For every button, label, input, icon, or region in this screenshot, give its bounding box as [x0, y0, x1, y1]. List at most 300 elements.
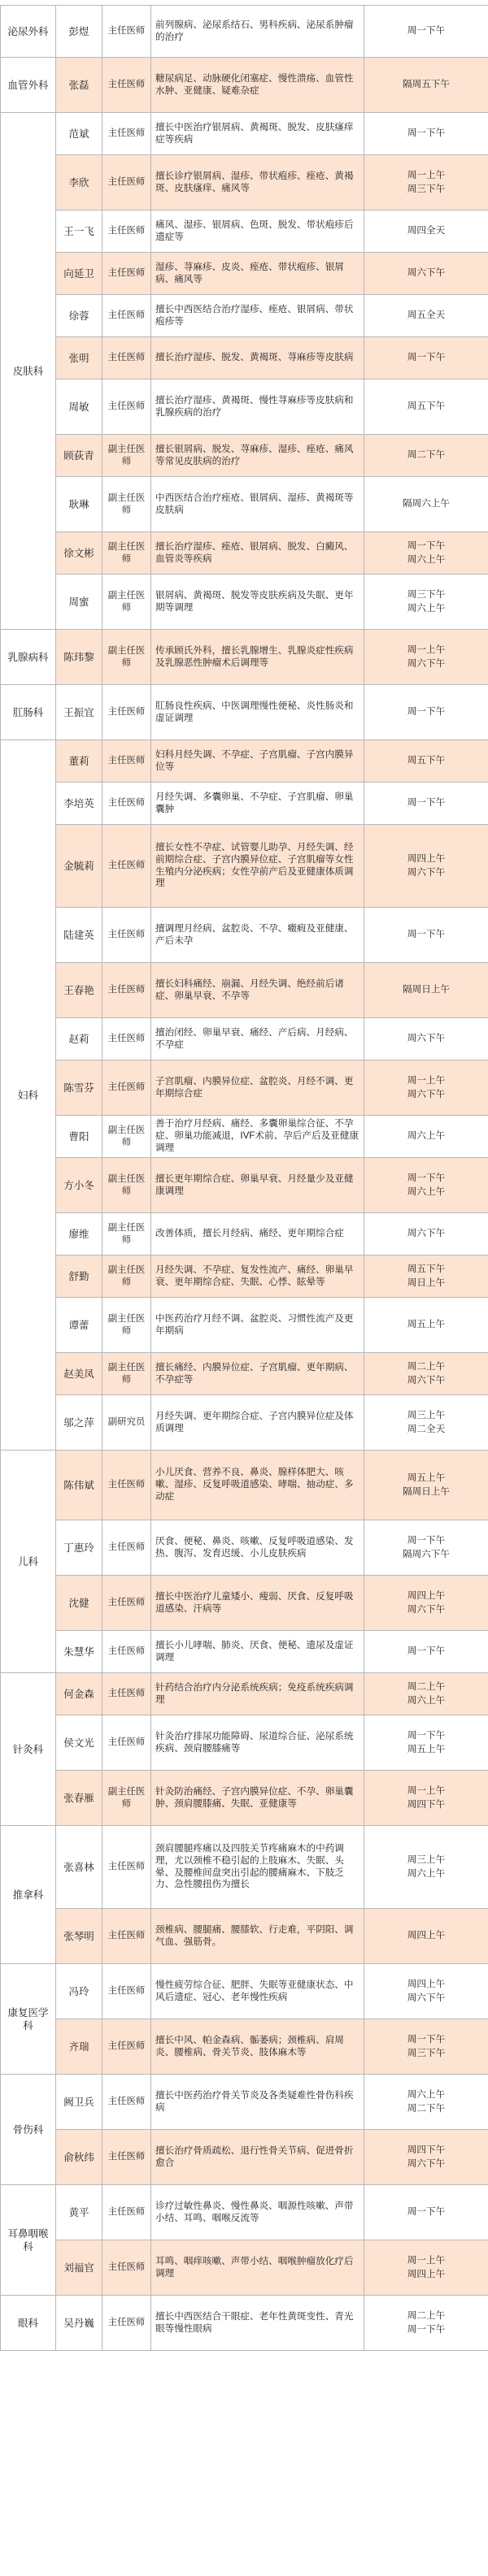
doctor-title: 主任医师 [102, 1909, 151, 1964]
doctor-specialty: 传承顾氏外科，擅长乳腺增生、乳腺炎症性疾病及乳腺恶性肿瘤术后调理等 [151, 630, 364, 685]
doctor-name: 徐蓉 [56, 295, 102, 337]
doctor-name: 张琴明 [56, 1909, 102, 1964]
clinic-hours-cell [364, 6, 488, 58]
doctor-name: 张磊 [56, 58, 102, 113]
clinic-hours-cell [364, 630, 488, 685]
clinic-hours: 周五下午 [407, 755, 446, 766]
clinic-hours: 周一上午 [407, 1074, 446, 1086]
table-row [1, 575, 488, 630]
doctor-specialty: 擅调理月经病、盆腔炎、不孕、癥瘕及亚健康、产后未孕 [151, 908, 364, 963]
clinic-hours: 周六下午 [407, 866, 446, 878]
department-cell: 血管外科 [1, 58, 56, 113]
clinic-hours: 周六下午 [407, 1992, 446, 2003]
doctor-title: 主任医师 [102, 1715, 151, 1771]
doctor-title: 主任医师 [102, 908, 151, 963]
clinic-hours: 周一下午 [407, 929, 446, 940]
doctor-name: 陈雪芬 [56, 1060, 102, 1116]
doctor-title: 主任医师 [102, 1631, 151, 1673]
clinic-hours-cell [364, 1116, 488, 1158]
doctor-specialty: 慢性疲劳综合征、肥胖、失眠等亚健康状态、中风后遗症、冠心、老年慢性疾病 [151, 1964, 364, 2019]
department-cell: 乳腺病科 [1, 630, 56, 685]
doctor-name: 方小冬 [56, 1158, 102, 1213]
doctor-name: 赵美凤 [56, 1353, 102, 1395]
doctor-specialty: 擅长中医治疗银屑病、黄褐斑、脱发、皮肤瘙痒症等疾病 [151, 113, 364, 155]
clinic-hours-cell [364, 2019, 488, 2075]
clinic-hours: 周六上午 [407, 1867, 446, 1879]
clinic-hours: 隔周日上午 [403, 984, 450, 995]
doctor-name: 冯玲 [56, 1964, 102, 2019]
table-row [1, 1213, 488, 1255]
clinic-hours-cell [364, 1964, 488, 2019]
clinic-hours-cell [364, 1673, 488, 1715]
doctor-title: 副主任医师 [102, 435, 151, 477]
doctor-specialty: 月经失调、多囊卵巢、不孕症、子宫肌瘤、卵巢囊肿 [151, 783, 364, 825]
doctor-name: 阙卫兵 [56, 2075, 102, 2130]
clinic-hours-cell [364, 1826, 488, 1909]
doctor-specialty: 擅长中医治疗儿童矮小、瘦弱、厌食、反复呼吸道感染、汗病等 [151, 1576, 364, 1631]
clinic-hours-cell [364, 2130, 488, 2185]
clinic-hours-cell [364, 825, 488, 908]
doctor-title: 主任医师 [102, 1018, 151, 1060]
doctor-title: 主任医师 [102, 379, 151, 435]
clinic-hours: 周一下午 [407, 2323, 446, 2335]
department-cell: 推拿科 [1, 1826, 56, 1964]
doctor-name: 张明 [56, 337, 102, 379]
doctor-name: 谭蕾 [56, 1298, 102, 1353]
clinic-hours: 周四上午 [407, 2268, 446, 2279]
doctor-title: 主任医师 [102, 155, 151, 210]
clinic-hours: 周二上午 [407, 2309, 446, 2321]
doctor-name: 王振宜 [56, 685, 102, 740]
table-row [1, 58, 488, 113]
doctor-title: 副主任医师 [102, 630, 151, 685]
table-row [1, 1353, 488, 1395]
doctor-title: 主任医师 [102, 1826, 151, 1909]
clinic-hours-cell [364, 337, 488, 379]
clinic-hours: 周六下午 [407, 2158, 446, 2169]
doctor-name: 张喜林 [56, 1826, 102, 1909]
doctor-name: 朱慧华 [56, 1631, 102, 1673]
table-row [1, 337, 488, 379]
clinic-hours: 周三上午 [407, 1409, 446, 1420]
department-cell: 康复医学科 [1, 1964, 56, 2075]
clinic-hours-cell [364, 532, 488, 575]
table-row [1, 783, 488, 825]
doctor-specialty: 改善体质，擅长月经病、痛经、更年期综合症 [151, 1213, 364, 1255]
doctor-title: 主任医师 [102, 1060, 151, 1116]
doctor-title: 主任医师 [102, 2240, 151, 2296]
doctor-specialty: 擅长中西医结合干眼症、老年性黄斑变性、青光眼等慢性眼病 [151, 2296, 364, 2351]
doctor-name: 何金森 [56, 1673, 102, 1715]
table-row [1, 1060, 488, 1116]
clinic-hours-cell [364, 435, 488, 477]
table-row [1, 6, 488, 58]
doctor-title: 主任医师 [102, 2185, 151, 2240]
table-row [1, 532, 488, 575]
clinic-hours: 周二上午 [407, 1360, 446, 1372]
table-row [1, 1909, 488, 1964]
doctor-name: 李培英 [56, 783, 102, 825]
table-row [1, 1018, 488, 1060]
doctor-title: 主任医师 [102, 963, 151, 1018]
doctor-specialty: 擅长中医药治疗骨关节炎及各类疑难性骨伤科疾病 [151, 2075, 364, 2130]
clinic-hours: 周五下午 [407, 401, 446, 412]
doctor-specialty: 痛风、湿疹、银屑病、色斑、脱发、带状疱疹后遗症等 [151, 210, 364, 253]
table-row [1, 1576, 488, 1631]
clinic-hours: 周六下午 [407, 267, 446, 279]
doctor-title: 主任医师 [102, 2130, 151, 2185]
doctor-specialty: 颈椎病、腰腿痛、腰膝软、行走难，平阴阳、调气血、强筋骨。 [151, 1909, 364, 1964]
table-row [1, 630, 488, 685]
clinic-hours: 周六上午 [407, 602, 446, 614]
doctor-name: 金毓莉 [56, 825, 102, 908]
clinic-hours-cell [364, 1771, 488, 1826]
clinic-hours: 周三下午 [407, 183, 446, 194]
department-cell: 皮肤科 [1, 113, 56, 630]
doctor-title: 主任医师 [102, 685, 151, 740]
clinic-hours-cell [364, 685, 488, 740]
clinic-hours-cell [364, 210, 488, 253]
doctor-name: 向延卫 [56, 253, 102, 295]
table-row [1, 295, 488, 337]
doctor-title: 副主任医师 [102, 1771, 151, 1826]
doctor-specialty: 针灸治疗排尿功能障碍、尿道综合征、泌尿系统疾病、颈肩腰膝痛等 [151, 1715, 364, 1771]
doctor-specialty: 月经失调、不孕症、复发性流产、痛经、卵巢早衰、更年期综合症、失眠、心悸、眩晕等 [151, 1255, 364, 1298]
doctor-title: 副主任医师 [102, 1158, 151, 1213]
table-row [1, 1395, 488, 1451]
doctor-title: 主任医师 [102, 1520, 151, 1576]
department-cell: 骨伤科 [1, 2075, 56, 2185]
doctor-specialty: 颈肩腰腿疼痛以及四肢关节疼痛麻木的中药调理，尤以颈椎不稳引起的上肢麻木、失眠、头晕、及腰椎间盘突出引起的腰痛麻木、下肢乏力、急性腰扭伤为擅长 [151, 1826, 364, 1909]
table-row [1, 210, 488, 253]
department-cell: 泌尿外科 [1, 6, 56, 58]
clinic-hours: 周六下午 [407, 1088, 446, 1099]
clinic-hours: 周二下午 [407, 449, 446, 461]
clinic-hours: 周六上午 [407, 1186, 446, 1197]
table-row [1, 1116, 488, 1158]
table-row [1, 1631, 488, 1673]
doctor-name: 周敏 [56, 379, 102, 435]
doctor-name: 廖维 [56, 1213, 102, 1255]
doctor-name: 范斌 [56, 113, 102, 155]
doctor-name: 吴丹巍 [56, 2296, 102, 2351]
doctor-title: 副主任医师 [102, 575, 151, 630]
table-row [1, 963, 488, 1018]
doctor-name: 周蜜 [56, 575, 102, 630]
table-row [1, 1715, 488, 1771]
clinic-hours: 周四上午 [407, 1589, 446, 1601]
doctor-name: 彭煜 [56, 6, 102, 58]
doctor-name: 李欣 [56, 155, 102, 210]
doctor-title: 主任医师 [102, 1451, 151, 1520]
clinic-hours-cell [364, 1060, 488, 1116]
table-row [1, 1451, 488, 1520]
department-cell: 针灸科 [1, 1673, 56, 1826]
doctor-specialty: 银屑病、黄褐斑、脱发等皮肤疾病及失眠、更年期等调理 [151, 575, 364, 630]
doctor-specialty: 擅长治疗骨质疏松、退行性骨关节病、促进骨折愈合 [151, 2130, 364, 2185]
table-row [1, 155, 488, 210]
clinic-hours: 周一下午 [407, 1729, 446, 1741]
clinic-hours-cell [364, 1298, 488, 1353]
clinic-hours: 隔周六上午 [403, 498, 450, 510]
clinic-hours: 周六上午 [407, 2088, 446, 2100]
doctor-specialty: 擅长更年期综合症、卵巢早衰、月经量少及亚健康调理 [151, 1158, 364, 1213]
doctor-title: 副主任医师 [102, 1255, 151, 1298]
doctor-title: 副主任医师 [102, 1116, 151, 1158]
doctor-name: 徐文彬 [56, 532, 102, 575]
doctor-specialty: 糖尿病足、动脉硬化闭塞症、慢性溃疡、血管性水肿、亚健康、疑难杂症 [151, 58, 364, 113]
doctor-specialty: 擅长痛经、内膜异位症、子宫肌瘤、更年期病、不孕症等 [151, 1353, 364, 1395]
clinic-hours: 周五上午 [407, 1472, 446, 1483]
doctor-title: 主任医师 [102, 337, 151, 379]
clinic-hours: 周四上午 [407, 852, 446, 864]
clinic-hours: 周六下午 [407, 1228, 446, 1239]
table-row [1, 435, 488, 477]
doctor-title: 主任医师 [102, 2019, 151, 2075]
clinic-hours: 周四上午 [407, 1930, 446, 1941]
doctor-title: 主任医师 [102, 2075, 151, 2130]
clinic-hours: 周四下午 [407, 2144, 446, 2155]
doctor-title: 副主任医师 [102, 1298, 151, 1353]
clinic-hours: 周一下午 [407, 352, 446, 363]
doctor-specialty: 子宫肌瘤、内膜异位症、盆腔炎、月经不调、更年期综合症 [151, 1060, 364, 1116]
clinic-hours: 周四下午 [407, 1798, 446, 1810]
table-row [1, 2019, 488, 2075]
clinic-hours-cell [364, 155, 488, 210]
table-row [1, 2075, 488, 2130]
clinic-hours-cell [364, 963, 488, 1018]
doctor-specialty: 中医药治疗月经不调、盆腔炎、习惯性流产及更年期病 [151, 1298, 364, 1353]
doctor-title: 主任医师 [102, 2296, 151, 2351]
doctor-specialty: 擅长诊疗银屑病、湿疹、带状疱疹、痤疮、黄褐斑、皮肤瘙痒、痛风等 [151, 155, 364, 210]
clinic-hours: 周一下午 [407, 128, 446, 139]
table-row [1, 2240, 488, 2296]
clinic-hours: 周六上午 [407, 553, 446, 565]
clinic-hours-cell [364, 1018, 488, 1060]
doctor-title: 主任医师 [102, 825, 151, 908]
table-row [1, 1771, 488, 1826]
clinic-hours-cell [364, 295, 488, 337]
clinic-hours: 周三下午 [407, 588, 446, 600]
clinic-hours: 周一下午 [407, 540, 446, 551]
clinic-hours: 周二上午 [407, 1680, 446, 1692]
doctor-name: 丁惠玲 [56, 1520, 102, 1576]
clinic-hours-cell [364, 1395, 488, 1451]
doctor-title: 主任医师 [102, 783, 151, 825]
clinic-hours: 周五上午 [407, 1319, 446, 1330]
clinic-hours-cell [364, 575, 488, 630]
clinic-hours-cell [364, 2296, 488, 2351]
clinic-hours: 隔周五下午 [403, 79, 450, 90]
doctor-specialty: 月经失调、更年期综合症、子宫内膜异位症及体质调理 [151, 1395, 364, 1451]
table-row [1, 1298, 488, 1353]
clinic-hours-cell [364, 2185, 488, 2240]
clinic-hours: 周五上午 [407, 1743, 446, 1754]
department-cell: 耳鼻咽喉科 [1, 2185, 56, 2296]
doctor-name: 赵莉 [56, 1018, 102, 1060]
doctor-name: 董莉 [56, 740, 102, 783]
clinic-hours-cell [364, 1576, 488, 1631]
doctor-name: 曹阳 [56, 1116, 102, 1158]
table-row [1, 477, 488, 532]
table-row [1, 1158, 488, 1213]
clinic-hours: 周二下午 [407, 2102, 446, 2114]
doctor-specialty: 针药结合治疗内分泌系统疾病；免疫系统疾病调理 [151, 1673, 364, 1715]
doctor-title: 副主任医师 [102, 532, 151, 575]
table-row [1, 2185, 488, 2240]
clinic-hours-cell [364, 1520, 488, 1576]
clinic-hours: 周一上午 [407, 2254, 446, 2266]
department-cell: 儿科 [1, 1451, 56, 1673]
clinic-hours-cell [364, 740, 488, 783]
clinic-hours-cell [364, 1631, 488, 1673]
clinic-hours-cell [364, 1451, 488, 1520]
clinic-hours-cell [364, 379, 488, 435]
doctor-specialty: 妇科月经失调、不孕症、子宫肌瘤、子宫内膜异位等 [151, 740, 364, 783]
doctor-specialty: 擅长中风、帕金森病、骺萎病；颈椎病、肩周炎、腰椎病、骨关节炎、肢体麻木等 [151, 2019, 364, 2075]
doctor-name: 黄平 [56, 2185, 102, 2240]
doctor-name: 齐瑞 [56, 2019, 102, 2075]
doctor-name: 侯文光 [56, 1715, 102, 1771]
table-row [1, 2130, 488, 2185]
clinic-hours: 周一上午 [407, 644, 446, 655]
clinic-hours-cell [364, 783, 488, 825]
table-row [1, 379, 488, 435]
clinic-hours-cell [364, 113, 488, 155]
table-row [1, 1964, 488, 2019]
clinic-hours-cell [364, 1715, 488, 1771]
clinic-hours-cell [364, 2075, 488, 2130]
clinic-hours: 周一下午 [407, 1646, 446, 1657]
doctor-specialty: 针灸防治痛经、子宫内膜异位症、不孕、卵巢囊肿、颈肩腰膝痛、失眠、亚健康等 [151, 1771, 364, 1826]
clinic-hours: 周二全天 [407, 1423, 446, 1434]
doctor-specialty: 擅治闭经、卵巢早衰、痛经、产后病、月经病、不孕症 [151, 1018, 364, 1060]
doctor-title: 副主任医师 [102, 1213, 151, 1255]
doctor-specialty: 中西医结合治疗痤疮、银屑病、湿疹、黄褐斑等皮肤病 [151, 477, 364, 532]
doctor-name: 俞秋纬 [56, 2130, 102, 2185]
doctor-specialty: 前列腺病、泌尿系结石、男科疾病、泌尿系肿瘤的治疗 [151, 6, 364, 58]
department-cell: 肛肠科 [1, 685, 56, 740]
clinic-hours-cell [364, 1909, 488, 1964]
doctor-specialty: 擅长妇科痛经、崩漏、月经失调、绝经前后诸症、卵巢早衰、不孕等 [151, 963, 364, 1018]
doctor-specialty: 擅长治疗湿疹、黄褐斑、慢性荨麻疹等皮肤病和乳腺疾病的治疗 [151, 379, 364, 435]
doctor-name: 王春艳 [56, 963, 102, 1018]
doctor-title: 副研究员 [102, 1395, 151, 1451]
clinic-hours: 周一下午 [407, 1172, 446, 1183]
doctor-specialty: 擅长治疗湿疹、痤疮、银屑病、脱发、白癜风、血管炎等疾病 [151, 532, 364, 575]
clinic-hours: 周四全天 [407, 225, 446, 236]
clinic-hours: 周四上午 [407, 1978, 446, 1989]
doctor-name: 舒勤 [56, 1255, 102, 1298]
doctor-name: 陈伟斌 [56, 1451, 102, 1520]
doctor-name: 邬之萍 [56, 1395, 102, 1451]
clinic-hours: 周一下午 [407, 25, 446, 37]
doctor-title: 主任医师 [102, 6, 151, 58]
table-row [1, 1826, 488, 1909]
doctor-title: 主任医师 [102, 295, 151, 337]
clinic-hours: 隔周日上午 [403, 1485, 450, 1497]
doctor-specialty: 湿疹、荨麻疹、皮炎、痤疮、带状疱疹、银屑病、痛风等 [151, 253, 364, 295]
clinic-hours-cell [364, 477, 488, 532]
doctor-specialty: 肛肠良性疾病、中医调理慢性便秘、炎性肠炎和虚证调理 [151, 685, 364, 740]
clinic-hours: 周一下午 [407, 706, 446, 718]
clinic-hours-cell [364, 1213, 488, 1255]
doctor-specialty: 擅长小儿哮喘、肺炎、厌食、便秘、遗尿及虚证调理 [151, 1631, 364, 1673]
doctor-name: 陆建英 [56, 908, 102, 963]
doctor-specialty: 擅长女性不孕症、试管婴儿助孕、月经失调、经前期综合症、子宫内膜异位症、子宫肌瘤等女性生殖内分泌疾病；女性孕前产后及亚健康体质调理 [151, 825, 364, 908]
clinic-hours: 周一下午 [407, 1534, 446, 1546]
clinic-hours: 周六下午 [407, 1033, 446, 1044]
clinic-hours-cell [364, 1255, 488, 1298]
clinic-hours: 周一下午 [407, 2206, 446, 2218]
doctor-title: 主任医师 [102, 1673, 151, 1715]
table-row [1, 908, 488, 963]
doctor-name: 沈健 [56, 1576, 102, 1631]
clinic-hours: 周一上午 [407, 1785, 446, 1796]
clinic-hours: 周三上午 [407, 1854, 446, 1865]
clinic-hours: 周五全天 [407, 310, 446, 321]
doctor-name: 陈玮黎 [56, 630, 102, 685]
department-cell: 妇科 [1, 740, 56, 1451]
doctor-name: 耿琳 [56, 477, 102, 532]
clinic-hours: 周一上午 [407, 169, 446, 180]
doctor-title: 副主任医师 [102, 477, 151, 532]
doctor-specialty: 厌食、便秘、鼻炎、咳嗽、反复呼吸道感染、发热、腹泻、发育迟缓、小儿皮肤疾病 [151, 1520, 364, 1576]
table-row [1, 1255, 488, 1298]
doctor-name: 王一飞 [56, 210, 102, 253]
clinic-hours-cell [364, 908, 488, 963]
table-row [1, 1673, 488, 1715]
doctor-title: 主任医师 [102, 58, 151, 113]
clinic-hours: 周一下午 [407, 2033, 446, 2045]
clinic-hours-cell [364, 253, 488, 295]
doctor-title: 主任医师 [102, 740, 151, 783]
clinic-hours: 隔周六下午 [403, 1548, 450, 1559]
table-row [1, 113, 488, 155]
doctor-specialty: 小儿厌食、营养不良、鼻炎、腺样体肥大、咳嗽、湿疹、反复呼吸道感染、哮喘、抽动症、多动症 [151, 1451, 364, 1520]
clinic-hours-cell [364, 1353, 488, 1395]
doctor-specialty: 善于治疗月经病、痛经、多囊卵巢综合征、不孕症、卵巢功能减退，IVF术前、孕后产后及亚健康调理 [151, 1116, 364, 1158]
doctor-name: 张春雁 [56, 1771, 102, 1826]
clinic-hours: 周六下午 [407, 1374, 446, 1386]
doctor-specialty: 擅长治疗湿疹、脱发、黄褐斑、荨麻疹等皮肤病 [151, 337, 364, 379]
doctor-title: 主任医师 [102, 253, 151, 295]
table-row [1, 740, 488, 783]
clinic-hours: 周六上午 [407, 1694, 446, 1706]
doctor-specialty: 擅长中西医结合治疗湿疹、痤疮、银屑病、带状疱疹等 [151, 295, 364, 337]
clinic-hours: 周六上午 [407, 1130, 446, 1142]
table-row [1, 1520, 488, 1576]
doctor-name: 刘福官 [56, 2240, 102, 2296]
table-row [1, 253, 488, 295]
clinic-hours: 周六下午 [407, 1603, 446, 1615]
doctor-title: 副主任医师 [102, 1353, 151, 1395]
doctor-specialty: 擅长银屑病、脱发、荨麻疹、湿疹、痤疮、痛风等常见皮肤病的治疗 [151, 435, 364, 477]
table-row [1, 825, 488, 908]
clinic-hours-cell [364, 2240, 488, 2296]
clinic-hours-cell [364, 1158, 488, 1213]
clinic-hours: 周三下午 [407, 2047, 446, 2058]
clinic-hours: 周一下午 [407, 797, 446, 809]
clinic-hours: 周日上午 [407, 1277, 446, 1288]
department-cell: 眼科 [1, 2296, 56, 2351]
clinic-hours: 周五下午 [407, 1263, 446, 1274]
doctor-title: 主任医师 [102, 1964, 151, 2019]
doctor-title: 主任医师 [102, 1576, 151, 1631]
doctor-name: 顾荻青 [56, 435, 102, 477]
doctor-specialty: 耳鸣、咽痒咳嗽、声带小结、咽喉肿瘤放化疗后调理 [151, 2240, 364, 2296]
doctor-title: 主任医师 [102, 210, 151, 253]
